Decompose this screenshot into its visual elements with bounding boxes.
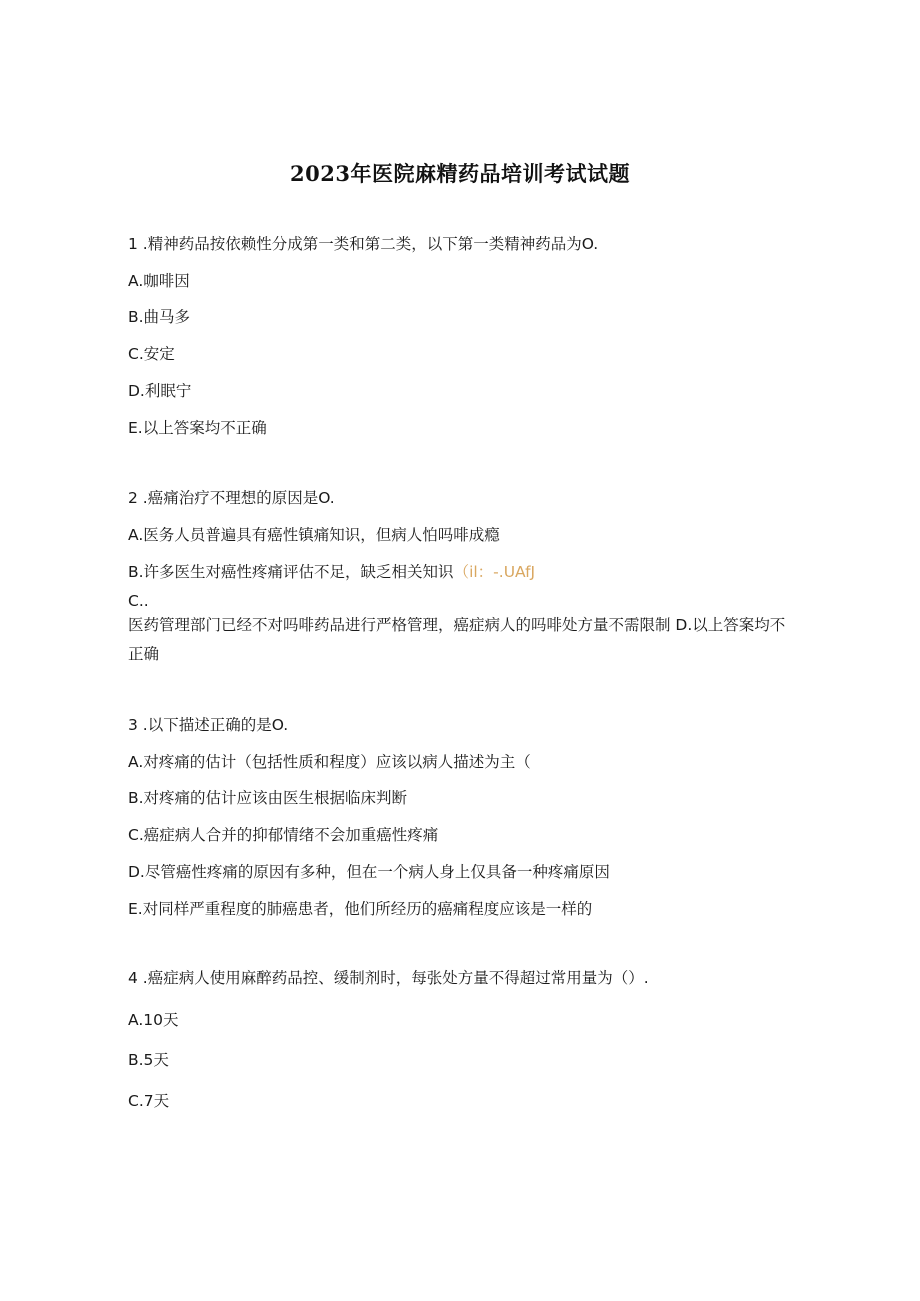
question-1-stem: 1 .精神药品按依赖性分成第一类和第二类，以下第一类精神药品为O. — [128, 235, 599, 253]
question-2-option-a: A.医务人员普遍具有癌性镇痛知识，但病人怕吗啡成瘾 — [128, 526, 500, 544]
question-2-option-c-continued: 医药管理部门已经不对吗啡药品进行严格管理，癌症病人的吗啡处方量不需限制 D.以上答案均不正确 — [128, 616, 786, 663]
question-4-option-c: C.7天 — [128, 1092, 170, 1110]
question-4-stem: 4 .癌症病人使用麻醉药品控、缓制剂时，每张处方量不得超过常用量为（）. — [128, 969, 649, 987]
question-1-option-e: E.以上答案均不正确 — [128, 419, 267, 437]
question-1-option-d: D.利眠宁 — [128, 382, 192, 400]
question-2-option-b: B.许多医生对癌性疼痛评估不足，缺乏相关知识 — [128, 563, 454, 581]
question-4-option-b: B.5天 — [128, 1051, 169, 1069]
question-4-option-a: A.10天 — [128, 1011, 179, 1029]
question-2-stray-mark: （il：-.UAfJ — [453, 563, 536, 581]
question-2-option-b-row — [128, 561, 535, 583]
question-2-option-c: C.. — [128, 592, 149, 610]
question-3-option-d: D.尽管癌性疼痛的原因有多种，但在一个病人身上仅具备一种疼痛原因 — [128, 863, 610, 881]
question-3-option-a: A.对疼痛的估计（包括性质和程度）应该以病人描述为主（ — [128, 753, 531, 771]
question-1-option-a: A.咖啡因 — [128, 272, 190, 290]
page-title: 2023年医院麻精药品培训考试试题 — [290, 161, 630, 186]
question-3-stem: 3 .以下描述正确的是O. — [128, 716, 289, 734]
question-1-option-c: C.安定 — [128, 345, 175, 363]
question-3-option-b: B.对疼痛的估计应该由医生根据临床判断 — [128, 789, 408, 807]
question-3-option-e: E.对同样严重程度的肺癌患者，他们所经历的癌痛程度应该是一样的 — [128, 900, 593, 918]
question-1-option-b: B.曲马多 — [128, 308, 191, 326]
question-3-option-c: C.癌症病人合并的抑郁情绪不会加重癌性疼痛 — [128, 826, 439, 844]
question-2-stem: 2 .癌痛治疗不理想的原因是O. — [128, 489, 335, 507]
